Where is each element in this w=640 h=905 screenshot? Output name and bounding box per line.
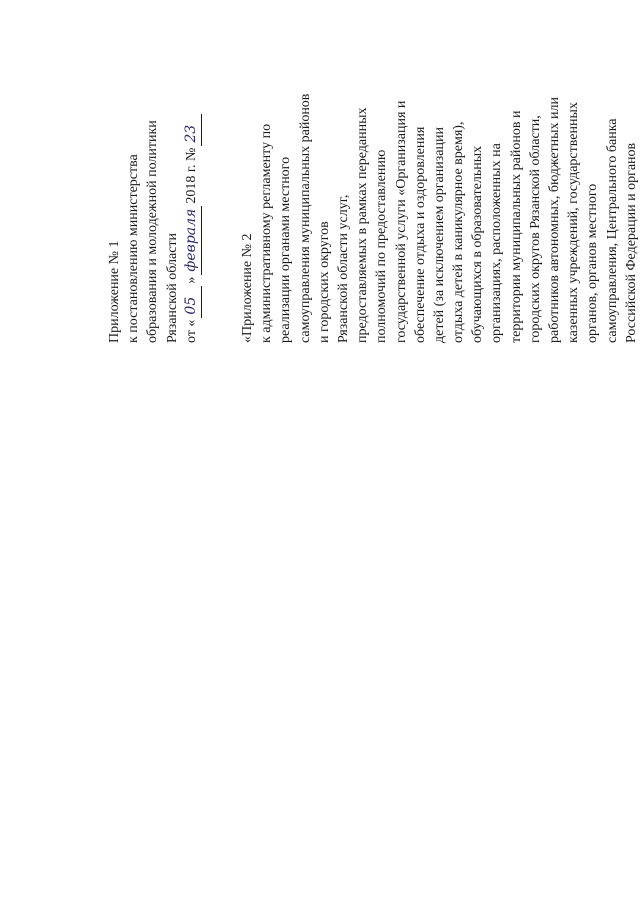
appendix-line: Российской Федерации и органов: [623, 142, 639, 343]
ministry-name-line: образования и молодежной политики: [145, 120, 161, 343]
handwritten-order-number: 23: [182, 114, 202, 146]
handwritten-day: 05: [182, 286, 202, 318]
appendix-line: самоуправления, Центрального банка: [604, 118, 620, 343]
appendix-line: отдыха детей в каникулярное время),: [451, 121, 467, 343]
appendix-line: обеспечение отдыха и оздоровления: [412, 126, 428, 343]
appendix-line: Рязанской области услуг,: [335, 194, 351, 343]
appendix-line: «Приложение № 2: [240, 233, 255, 343]
appendix-line: самоуправления муниципальных районов: [297, 93, 313, 343]
appendix-line: казенных учреждений, государственных: [566, 102, 582, 343]
appendix-line: полномочий по предоставлению: [374, 149, 390, 343]
order-header-block: [105, 13, 201, 343]
order-reference-line: к постановлению министерства: [126, 154, 142, 343]
date-prefix: от «: [183, 319, 199, 343]
appendix-line: обучающихся в образовательных: [470, 145, 486, 343]
appendix-line: организациях, расположенных на: [489, 143, 505, 343]
appendix-line: территории муниципальных районов и: [508, 110, 524, 343]
appendix-line: и городских округов: [316, 221, 332, 343]
appendix-number-line: Приложение № 1: [107, 240, 122, 343]
appendix-line: государственной услуги «Организация и: [393, 100, 409, 343]
year-and-number-label: 2018 г. №: [183, 147, 199, 204]
appendix-line: предоставляемых в рамках переданных: [355, 107, 371, 343]
appendix-2-block: [238, 0, 640, 343]
appendix-line: к административному регламенту по: [259, 123, 275, 343]
appendix-line: городских округов Рязанской области,: [527, 115, 543, 343]
handwritten-month: февраля: [182, 206, 202, 275]
appendix-line: органов, органов местного: [585, 183, 601, 343]
appendix-line: работников автономных, бюджетных или: [547, 96, 562, 343]
appendix-line: детей (за исключением организации: [431, 127, 447, 343]
order-date-line: [182, 13, 201, 343]
month-separator: »: [183, 276, 199, 284]
appendix-line: реализации органами местного: [278, 156, 294, 343]
region-name-line: Рязанской области: [164, 232, 180, 343]
